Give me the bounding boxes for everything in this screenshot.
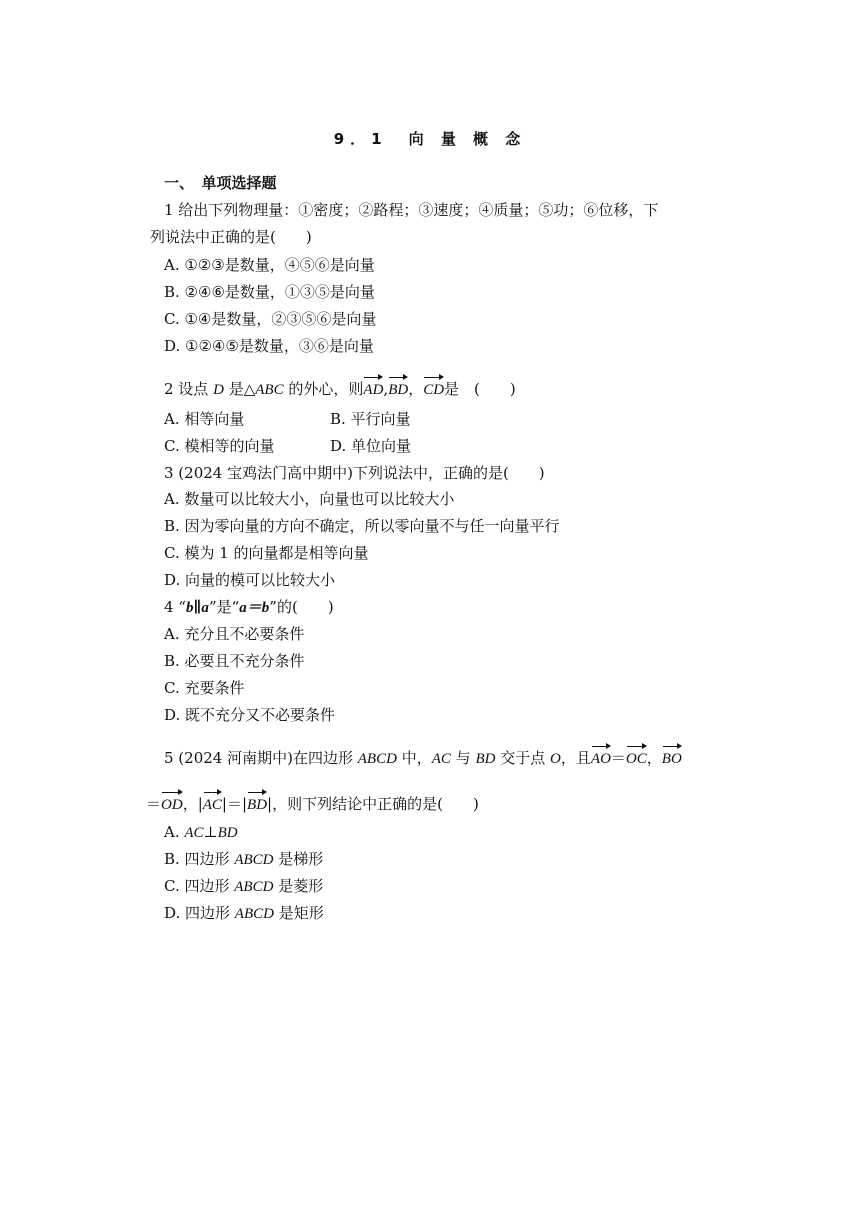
q5-option-c	[164, 876, 323, 897]
q1-option-d: D. ①②④⑤是数量，③⑥是向量	[164, 337, 374, 355]
q5-option-b	[164, 849, 323, 870]
q4-option-a: A. 充分且不必要条件	[164, 625, 305, 643]
q5-vector-bd: BD	[247, 789, 267, 815]
q5-point-o: O	[550, 751, 561, 767]
q5-option-b-tail: 是梯形	[273, 850, 324, 868]
q3-stem: 3 (2024 宝鸡法门高中期中)下列说法中，正确的是( )	[164, 464, 545, 482]
q5-line2-b: |＝|	[221, 795, 248, 813]
q5-segment-ac: AC	[431, 751, 451, 767]
q2-stem: 2 设点 D 是△ABC 的外心，则AD,BD，CD是 ( )	[164, 374, 516, 400]
q5-option-a-label: A.	[164, 823, 185, 841]
q4-option-c: C. 充要条件	[164, 679, 245, 697]
q5-option-d-tail: 是矩形	[273, 904, 324, 922]
q1-option-c: C. ①④是数量，②③⑤⑥是向量	[164, 310, 377, 328]
page-title: 9．1 向 量 概 念	[333, 130, 527, 148]
q4-expr-equal: a＝b	[239, 600, 270, 616]
q5-option-d	[164, 903, 324, 924]
q1-stem-line2: 列说法中正确的是( )	[150, 228, 312, 246]
q2-text-mid1: 是△	[228, 380, 256, 398]
q5-option-c-expr: ABCD	[234, 879, 274, 895]
q5-line2-a: ，|	[182, 795, 203, 813]
q4-option-d: D. 既不充分又不必要条件	[164, 706, 336, 724]
q4-option-b: B. 必要且不充分条件	[164, 652, 305, 670]
q5-option-b-expr: ABCD	[234, 852, 274, 868]
q5-text-prefix: 5 (2024 河南期中)在四边形	[164, 749, 353, 767]
q5-option-c-tail: 是菱形	[273, 877, 324, 895]
q5-quad-abcd: ABCD	[357, 751, 397, 767]
q2-vector-bd: BD	[388, 374, 408, 400]
q4-text-mid: ”是“	[208, 598, 240, 616]
q5-vector-ao: AO	[591, 743, 611, 769]
q4-text-suffix: ”的( )	[269, 598, 334, 616]
q2-text-prefix: 2 设点	[164, 380, 209, 398]
q2-vector-cd: CD	[423, 374, 444, 400]
q4-text-prefix: 4 “	[164, 598, 186, 616]
q5-line2-c: |，则下列结论中正确的是( )	[267, 795, 479, 813]
q5-option-b-label: B. 四边形	[164, 850, 235, 868]
q5-vector-od: OD	[161, 789, 183, 815]
q5-text-mid1: 中，	[401, 749, 432, 767]
q5-option-d-label: D. 四边形	[164, 904, 235, 922]
q3-option-c: C. 模为 1 的向量都是相等向量	[164, 544, 369, 562]
q3-option-d: D. 向量的模可以比较大小	[164, 571, 336, 589]
q2-text-suffix: 是 ( )	[444, 380, 516, 398]
q5-vector-ac: AC	[203, 789, 222, 815]
q2-text-mid2: 的外心，则	[288, 380, 364, 398]
q5-eq-sign: ＝	[610, 749, 626, 767]
q5-text-mid4: ，且	[560, 749, 591, 767]
q5-stem-line1	[164, 743, 682, 769]
q2-option-a: A. 相等向量	[164, 410, 245, 428]
q5-option-d-expr: ABCD	[234, 906, 274, 922]
q5-text-mid2: 与	[455, 749, 471, 767]
q3-option-a: A. 数量可以比较大小，向量也可以比较大小	[164, 490, 455, 508]
q5-comma: ，	[646, 749, 662, 767]
q1-option-b: B. ②④⑥是数量，①③⑤是向量	[164, 283, 375, 301]
section-heading: 一、 单项选择题	[164, 174, 277, 192]
q5-line2-eq: ＝	[146, 795, 162, 813]
q5-option-a	[164, 822, 238, 843]
q1-stem-line1: 1 给出下列物理量：①密度；②路程；③速度；④质量；⑤功；⑥位移，下	[164, 201, 659, 219]
q5-stem-line2	[146, 789, 479, 815]
q5-vector-bo: BO	[662, 743, 682, 769]
q4-stem	[164, 597, 334, 618]
q2-point-d: D	[213, 382, 224, 398]
q5-option-a-expr: AC⊥BD	[184, 825, 238, 841]
q1-option-a: A. ①②③是数量，④⑤⑥是向量	[164, 256, 375, 274]
q2-option-b: B. 平行向量	[330, 410, 411, 428]
q3-option-b: B. 因为零向量的方向不确定，所以零向量不与任一向量平行	[164, 517, 560, 535]
q5-segment-bd: BD	[475, 751, 496, 767]
q2-vector-ad: AD	[363, 374, 383, 400]
q5-text-mid3: 交于点	[500, 749, 546, 767]
q5-vector-oc: OC	[626, 743, 647, 769]
q2-option-d: D. 单位向量	[330, 437, 412, 455]
q4-expr-parallel: b∥a	[185, 600, 209, 616]
q2-option-c: C. 模相等的向量	[164, 437, 275, 455]
q5-option-c-label: C. 四边形	[164, 877, 235, 895]
q2-triangle-abc: ABC	[255, 382, 284, 398]
